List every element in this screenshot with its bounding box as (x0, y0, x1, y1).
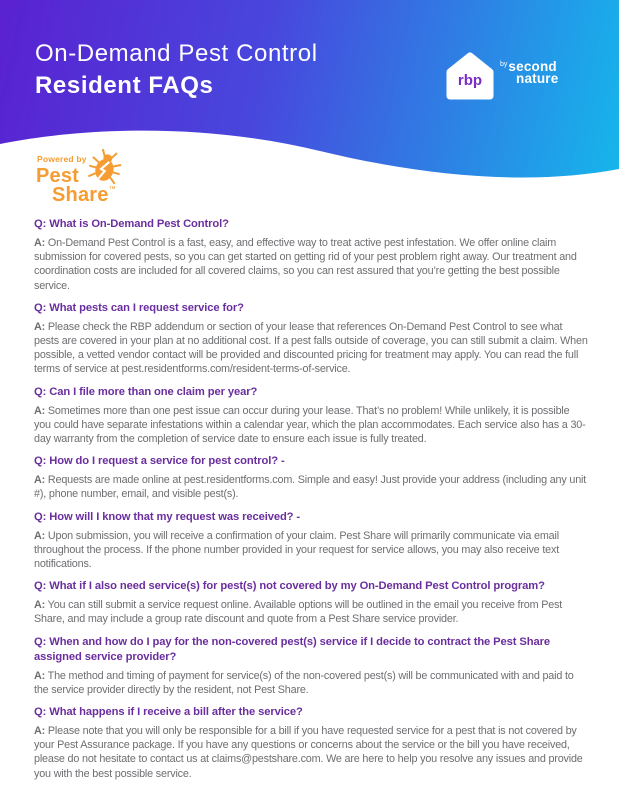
rbp-house-icon (444, 50, 496, 102)
faq-item (34, 217, 588, 293)
faq-answer (34, 320, 588, 377)
page-title-line2: Resident FAQs (35, 72, 214, 99)
second-nature-brand (500, 58, 558, 85)
answer-text: Requests are made online at pest.residentforms.com. Simple and easy! Just provide your address (including any unit #), phone number, email, and visible pest(s). (34, 474, 587, 501)
answer-prefix: A: (34, 669, 46, 682)
answer-prefix: A: (34, 599, 46, 612)
faq-item (34, 301, 588, 377)
faq-item (34, 579, 588, 626)
pestshare-word-share: Share™ (52, 184, 116, 206)
faq-item (34, 705, 588, 781)
page-title-line1: On-Demand Pest Control (35, 40, 318, 67)
answer-text: You can still submit a service request online. Available options will be outlined in the email you receive from Pest Share, and may include a group rate discount and quote from a Pest Share service provider. (34, 599, 563, 626)
pestshare-word-pest: Pest (36, 165, 80, 187)
beetle-icon (88, 149, 122, 187)
brand-word-nature: nature (516, 71, 559, 86)
rbp-logo-text: rbp (457, 72, 483, 89)
by-label: by (500, 61, 508, 68)
answer-text: Please check the RBP addendum or section of your lease that references On-Demand Pest Control to see what pests are covered in your plan at no additional cost. If a pest falls outside of coverage, you can still submit a claim. When possible, a vetted vendor contact will be provided and discounted pricing for treatment may apply. You can read the full terms of service at pest.residentforms.com/resident-terms-of-service. (34, 320, 588, 376)
faq-answer (34, 724, 588, 781)
faq-question: Q: What is On-Demand Pest Control? (34, 218, 229, 230)
faq-question: Q: How will I know that my request was received? - (34, 510, 301, 523)
answer-text: Please note that you will only be responsible for a bill if you have requested service for a pest that is not covered by your Pest Assurance package. If you have any questions or concerns about the service or the bill you have received, please do not hesitate to contact us at claims@pestshare.com. We are here to help you resolve any issues and provide you with the best possible service. (34, 725, 583, 780)
answer-text: On-Demand Pest Control is a fast, easy, and effective way to treat active pest infestation. We offer online claim submission for covered pests, so you can get started on getting rid of your pest problem right away. Our treatment and coordination costs are included for all covered claims, so you can rest assured that you’re getting the best possible service. (34, 237, 577, 292)
powered-by-label: Powered by (37, 154, 87, 164)
answer-prefix: A: (34, 529, 46, 542)
answer-text: The method and timing of payment for service(s) of the non-covered pest(s) will be communicated with and paid to the service provider directly by the resident, not Pest Share. (34, 669, 574, 696)
faq-answer (34, 669, 588, 697)
faq-answer (34, 529, 588, 572)
answer-text: Upon submission, you will receive a confirmation of your claim. Pest Share will primarily communicate via email throughout the process. If the phone number provided in your request for service allows, you may also receive text notifications. (34, 529, 560, 571)
rbp-logo (444, 50, 496, 102)
faq-item (34, 385, 588, 447)
faq-question: Q: When and how do I pay for the non-covered pest(s) service if I decide to contract the Pest Share assigned service provider? (34, 635, 551, 663)
answer-prefix: A: (34, 725, 46, 738)
faq-question: Q: What pests can I request service for? (34, 301, 244, 314)
faq-answer (34, 473, 588, 501)
faq-answer (34, 598, 588, 626)
brand-word-second: second (508, 59, 557, 74)
pestshare-logo (36, 148, 176, 212)
faq-question: Q: How do I request a service for pest control? - (34, 455, 285, 468)
trademark-symbol: ™ (108, 186, 116, 193)
faq-item (34, 454, 588, 501)
answer-prefix: A: (34, 474, 46, 487)
answer-prefix: A: (34, 404, 46, 417)
faq-item (34, 635, 588, 697)
answer-prefix: A: (34, 237, 46, 249)
faq-question: Q: What happens if I receive a bill after the service? (34, 706, 303, 719)
faq-question: Q: What if I also need service(s) for pest(s) not covered by my On-Demand Pest Control program? (34, 580, 545, 593)
faq-list (34, 217, 588, 789)
faq-answer (34, 404, 588, 447)
answer-prefix: A: (34, 320, 46, 333)
faq-item (34, 510, 588, 572)
faq-question: Q: Can I file more than one claim per year? (34, 385, 258, 398)
answer-text: Sometimes more than one pest issue can occur during your lease. That’s no problem! While unlikely, it is possible you could have separate infestations within a calendar year, which the plan accommodates. Each service also has a 30-day warranty from the completion of service date to ensure each issue is fully treated. (34, 404, 586, 446)
faq-answer (34, 236, 588, 293)
